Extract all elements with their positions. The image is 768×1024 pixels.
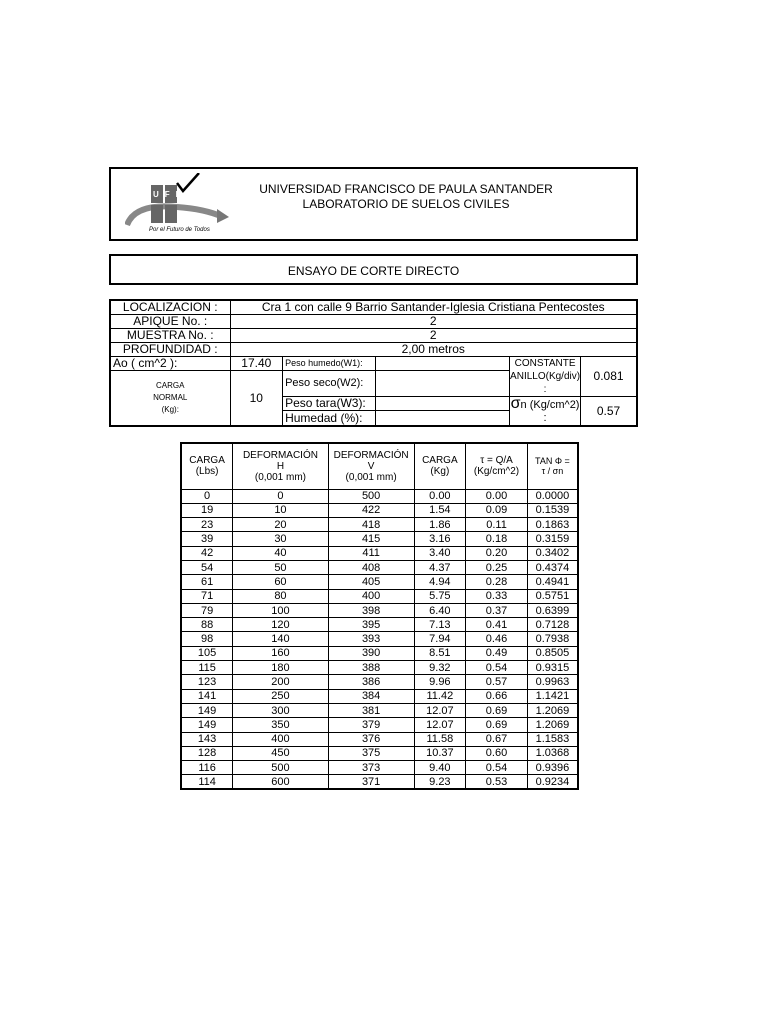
header-deformacion-v-line2: V — [367, 460, 375, 472]
cell-tan-phi: 0.4941 — [527, 575, 578, 589]
header-box — [109, 167, 638, 241]
profundidad-value: 2,00 metros — [230, 343, 637, 357]
cell-deformacion-v: 400 — [328, 589, 414, 603]
cell-tau: 0.09 — [466, 503, 528, 517]
muestra-label: MUESTRA No. : — [110, 329, 230, 343]
cell-deformacion-v: 373 — [328, 761, 414, 775]
cell-deformacion-h: 160 — [233, 646, 329, 660]
cell-tau: 0.20 — [466, 546, 528, 560]
cell-tau: 0.49 — [466, 646, 528, 660]
carga-normal-label — [110, 371, 230, 427]
ao-value: 17.40 — [230, 357, 283, 371]
sigma-label — [510, 397, 581, 427]
muestra-value: 2 — [230, 329, 637, 343]
cell-tau: 0.41 — [466, 618, 528, 632]
cell-tan-phi: 0.7128 — [527, 618, 578, 632]
header-tau — [466, 443, 528, 489]
constante-label-line2: ANILLO(Kg/div) : — [510, 371, 581, 395]
cell-carga-lbs: 23 — [181, 518, 233, 532]
cell-deformacion-v: 386 — [328, 675, 414, 689]
cell-carga-kg: 11.58 — [414, 732, 466, 746]
cell-deformacion-h: 200 — [233, 675, 329, 689]
apique-label: APIQUE No. : — [110, 315, 230, 329]
cell-deformacion-h: 50 — [233, 560, 329, 574]
cell-carga-lbs: 19 — [181, 503, 233, 517]
cell-carga-kg: 0.00 — [414, 489, 466, 503]
cell-deformacion-v: 375 — [328, 746, 414, 760]
header-deformacion-v — [328, 443, 414, 489]
cell-deformacion-h: 450 — [233, 746, 329, 760]
table-row — [181, 618, 578, 632]
header-deformacion-h-line3: (0,001 mm) — [254, 471, 306, 483]
header-deformacion-v-line3: (0,001 mm) — [345, 471, 397, 483]
cell-tan-phi: 0.9234 — [527, 775, 578, 789]
cell-deformacion-v: 422 — [328, 503, 414, 517]
header-tan-phi — [527, 443, 578, 489]
cell-carga-lbs: 149 — [181, 718, 233, 732]
header-carga-kg — [414, 443, 466, 489]
cell-carga-kg: 7.13 — [414, 618, 466, 632]
table-row — [181, 532, 578, 546]
cell-tau: 0.28 — [466, 575, 528, 589]
cell-deformacion-h: 80 — [233, 589, 329, 603]
localizacion-value: Cra 1 con calle 9 Barrio Santander-Iglesia Cristiana Pentecostes — [230, 300, 637, 315]
cell-deformacion-h: 10 — [233, 503, 329, 517]
cell-tan-phi: 0.3159 — [527, 532, 578, 546]
table-row — [181, 489, 578, 503]
cell-deformacion-h: 20 — [233, 518, 329, 532]
header-deformacion-v-line1: DEFORMACIÓN — [333, 449, 409, 461]
cell-deformacion-h: 180 — [233, 661, 329, 675]
cell-deformacion-h: 250 — [233, 689, 329, 703]
cell-deformacion-h: 120 — [233, 618, 329, 632]
localizacion-label: LOCALIZACION : — [110, 300, 230, 315]
cell-tau: 0.25 — [466, 560, 528, 574]
cell-carga-kg: 9.40 — [414, 761, 466, 775]
cell-tau: 0.00 — [466, 489, 528, 503]
cell-carga-lbs: 141 — [181, 689, 233, 703]
test-title-box — [109, 254, 638, 285]
header-carga-kg-line1: CARGA — [422, 455, 458, 467]
cell-tan-phi: 1.1421 — [527, 689, 578, 703]
header-deformacion-h-line1: DEFORMACIÓN — [242, 449, 318, 461]
cell-carga-kg: 5.75 — [414, 589, 466, 603]
cell-deformacion-v: 388 — [328, 661, 414, 675]
cell-carga-lbs: 39 — [181, 532, 233, 546]
cell-deformacion-v: 384 — [328, 689, 414, 703]
cell-carga-lbs: 54 — [181, 560, 233, 574]
header-deformacion-h — [233, 443, 329, 489]
cell-tan-phi: 0.5751 — [527, 589, 578, 603]
cell-carga-lbs: 149 — [181, 703, 233, 717]
cell-deformacion-v: 418 — [328, 518, 414, 532]
cell-carga-lbs: 105 — [181, 646, 233, 660]
cell-deformacion-v: 398 — [328, 603, 414, 617]
cell-deformacion-v: 376 — [328, 732, 414, 746]
cell-deformacion-v: 393 — [328, 632, 414, 646]
cell-deformacion-v: 395 — [328, 618, 414, 632]
logo-caption: Por el Futuro de Todos — [149, 227, 210, 233]
cell-tau: 0.11 — [466, 518, 528, 532]
carga-normal-label-line1: CARGA — [156, 381, 185, 390]
cell-tan-phi: 0.7938 — [527, 632, 578, 646]
cell-tan-phi: 1.1583 — [527, 732, 578, 746]
cell-tau: 0.46 — [466, 632, 528, 646]
cell-deformacion-h: 100 — [233, 603, 329, 617]
cell-tan-phi: 0.8505 — [527, 646, 578, 660]
cell-carga-kg: 12.07 — [414, 703, 466, 717]
sample-info-table — [109, 299, 638, 427]
cell-deformacion-v: 411 — [328, 546, 414, 560]
header-tau-line2: (Kg/cm^2) — [473, 466, 520, 478]
cell-tau: 0.57 — [466, 675, 528, 689]
peso-tara-label: Peso tara(W3): — [283, 397, 376, 411]
cell-carga-kg: 3.40 — [414, 546, 466, 560]
carga-normal-label-line2: NORMAL — [153, 393, 188, 402]
cell-carga-kg: 12.07 — [414, 718, 466, 732]
table-row — [181, 646, 578, 660]
cell-deformacion-v: 379 — [328, 718, 414, 732]
cell-tan-phi: 0.9963 — [527, 675, 578, 689]
table-row — [181, 732, 578, 746]
cell-deformacion-h: 0 — [233, 489, 329, 503]
peso-humedo-label: Peso humedo(W1): — [283, 357, 376, 371]
cell-deformacion-v: 408 — [328, 560, 414, 574]
constante-label-line1: CONSTANTE — [514, 358, 576, 369]
cell-tau: 0.33 — [466, 589, 528, 603]
cell-deformacion-h: 600 — [233, 775, 329, 789]
table-row — [181, 546, 578, 560]
cell-tan-phi: 0.1863 — [527, 518, 578, 532]
cell-tau: 0.66 — [466, 689, 528, 703]
cell-deformacion-h: 60 — [233, 575, 329, 589]
cell-carga-lbs: 143 — [181, 732, 233, 746]
cell-carga-lbs: 123 — [181, 675, 233, 689]
cell-carga-kg: 11.42 — [414, 689, 466, 703]
table-row — [181, 560, 578, 574]
lab-name: LABORATORIO DE SUELOS CIVILES — [302, 197, 510, 211]
test-title: ENSAYO DE CORTE DIRECTO — [287, 264, 460, 278]
shear-data-table — [180, 442, 579, 790]
cell-carga-kg: 9.23 — [414, 775, 466, 789]
ao-label: Ao ( cm^2 ): — [110, 357, 230, 371]
cell-carga-kg: 9.32 — [414, 661, 466, 675]
cell-tan-phi: 0.1539 — [527, 503, 578, 517]
cell-carga-kg: 9.96 — [414, 675, 466, 689]
cell-tau: 0.54 — [466, 661, 528, 675]
table-row — [181, 503, 578, 517]
cell-deformacion-h: 40 — [233, 546, 329, 560]
ufps-logo — [125, 173, 229, 237]
cell-tau: 0.37 — [466, 603, 528, 617]
header-carga-lbs-line1: CARGA — [189, 455, 225, 467]
cell-carga-lbs: 0 — [181, 489, 233, 503]
cell-tan-phi: 0.4374 — [527, 560, 578, 574]
table-row — [181, 775, 578, 789]
table-row — [181, 675, 578, 689]
profundidad-label: PROFUNDIDAD : — [110, 343, 230, 357]
cell-deformacion-h: 30 — [233, 532, 329, 546]
cell-carga-kg: 6.40 — [414, 603, 466, 617]
cell-carga-lbs: 98 — [181, 632, 233, 646]
table-row — [181, 761, 578, 775]
cell-carga-kg: 7.94 — [414, 632, 466, 646]
cell-deformacion-h: 140 — [233, 632, 329, 646]
cell-tan-phi: 1.2069 — [527, 718, 578, 732]
table-row — [181, 718, 578, 732]
cell-carga-kg: 10.37 — [414, 746, 466, 760]
header-tan-phi-line1: TAN Φ = — [535, 456, 570, 467]
cell-carga-lbs: 61 — [181, 575, 233, 589]
cell-tau: 0.69 — [466, 718, 528, 732]
carga-normal-value: 10 — [230, 371, 283, 427]
cell-tau: 0.18 — [466, 532, 528, 546]
cell-tan-phi: 1.2069 — [527, 703, 578, 717]
table-row — [181, 746, 578, 760]
cell-carga-kg: 4.37 — [414, 560, 466, 574]
sigma-value: 0.57 — [581, 397, 637, 427]
sigma-symbol: σ — [510, 395, 521, 412]
header-deformacion-h-line2: H — [276, 460, 285, 472]
cell-tau: 0.54 — [466, 761, 528, 775]
carga-normal-label-line3: (Kg): — [161, 405, 179, 414]
peso-tara-value — [375, 397, 509, 411]
cell-tau: 0.53 — [466, 775, 528, 789]
cell-carga-kg: 1.86 — [414, 518, 466, 532]
cell-deformacion-v: 500 — [328, 489, 414, 503]
humedad-value — [375, 411, 509, 426]
cell-tan-phi: 0.9315 — [527, 661, 578, 675]
peso-seco-label: Peso seco(W2): — [283, 371, 376, 397]
cell-deformacion-v: 381 — [328, 703, 414, 717]
cell-carga-kg: 1.54 — [414, 503, 466, 517]
header-carga-lbs-line2: (Lbs) — [195, 466, 219, 478]
header-carga-kg-line2: (Kg) — [430, 466, 450, 478]
sigma-label-text: n (Kg/cm^2) : — [520, 399, 580, 424]
cell-deformacion-h: 350 — [233, 718, 329, 732]
table-row — [181, 575, 578, 589]
header-tau-line1: τ = Q/A — [480, 455, 513, 467]
cell-tau: 0.60 — [466, 746, 528, 760]
cell-carga-lbs: 42 — [181, 546, 233, 560]
header-carga-lbs — [181, 443, 233, 489]
cell-deformacion-h: 500 — [233, 761, 329, 775]
cell-carga-kg: 3.16 — [414, 532, 466, 546]
cell-carga-kg: 4.94 — [414, 575, 466, 589]
cell-carga-lbs: 88 — [181, 618, 233, 632]
table-row — [181, 603, 578, 617]
cell-tan-phi: 1.0368 — [527, 746, 578, 760]
cell-tan-phi: 0.9396 — [527, 761, 578, 775]
table-row — [181, 689, 578, 703]
shear-data-body — [181, 489, 578, 789]
cell-carga-kg: 8.51 — [414, 646, 466, 660]
constante-label — [510, 357, 581, 397]
cell-tan-phi: 0.6399 — [527, 603, 578, 617]
header-tan-phi-line2: τ / σn — [541, 466, 564, 477]
cell-carga-lbs: 71 — [181, 589, 233, 603]
table-row — [181, 589, 578, 603]
apique-value: 2 — [230, 315, 637, 329]
cell-tau: 0.67 — [466, 732, 528, 746]
table-row — [181, 632, 578, 646]
cell-tan-phi: 0.0000 — [527, 489, 578, 503]
cell-deformacion-v: 371 — [328, 775, 414, 789]
cell-carga-lbs: 128 — [181, 746, 233, 760]
table-row — [181, 703, 578, 717]
cell-carga-lbs: 115 — [181, 661, 233, 675]
university-name: UNIVERSIDAD FRANCISCO DE PAULA SANTANDER — [259, 182, 553, 196]
cell-deformacion-h: 300 — [233, 703, 329, 717]
peso-seco-value — [375, 371, 509, 397]
cell-tan-phi: 0.3402 — [527, 546, 578, 560]
cell-carga-lbs: 114 — [181, 775, 233, 789]
cell-deformacion-v: 415 — [328, 532, 414, 546]
cell-deformacion-h: 400 — [233, 732, 329, 746]
cell-carga-lbs: 79 — [181, 603, 233, 617]
cell-deformacion-v: 390 — [328, 646, 414, 660]
table-row — [181, 661, 578, 675]
logo-text: UFPS — [153, 190, 199, 199]
cell-carga-lbs: 116 — [181, 761, 233, 775]
humedad-label: Humedad (%): — [283, 411, 376, 426]
peso-humedo-value — [375, 357, 509, 371]
cell-deformacion-v: 405 — [328, 575, 414, 589]
cell-tau: 0.69 — [466, 703, 528, 717]
constante-value: 0.081 — [581, 357, 637, 397]
table-row — [181, 518, 578, 532]
